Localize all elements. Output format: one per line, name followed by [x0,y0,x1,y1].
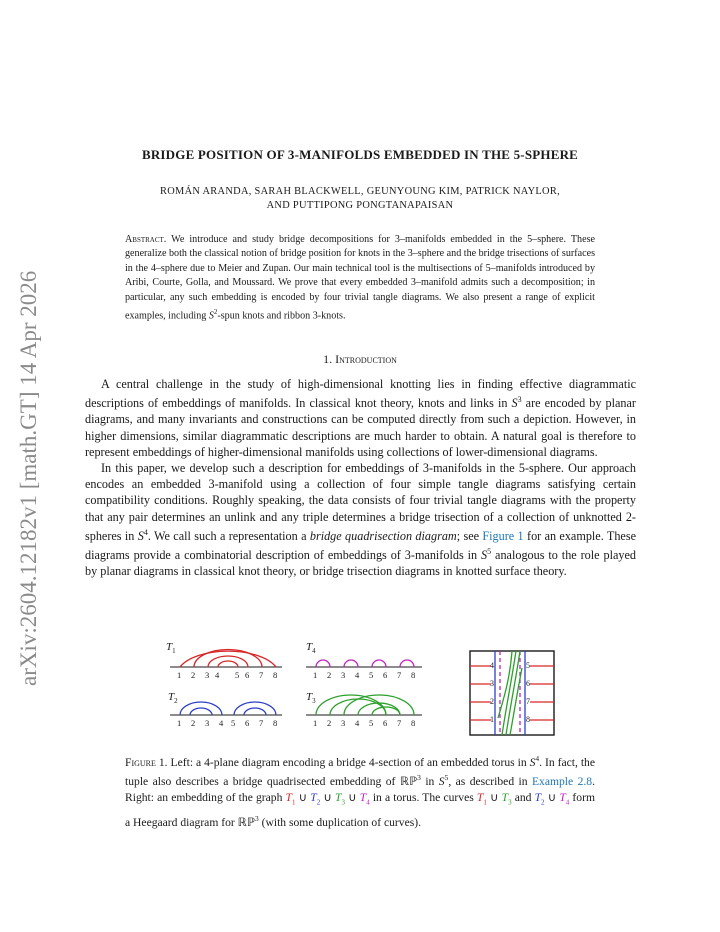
section-number: 1. [323,352,333,366]
tangle-t2 [168,691,282,728]
t4-ticks [313,670,415,680]
tangle-t4 [306,641,422,680]
t1-tick-5: 5 [235,670,240,680]
t1-label: $T_1$ [166,641,176,655]
caption-pair2-colored: $T_2$ ∪ $T_4$ [534,790,570,807]
t2-arcs [180,702,276,715]
abstract [125,233,595,324]
t1-tick-7: 7 [259,670,264,680]
p2-term: bridge quadrisection diagram [309,528,457,543]
t3-label: $T_3$ [306,691,316,705]
t3-ticks [313,718,415,728]
t4-tick-4: 4 [355,670,360,680]
caption-s4-sup: 4 [535,754,540,763]
caption-rp3b-sup: 3 [254,813,259,823]
t1-arc-innermost [218,661,238,667]
torus-num-3: 3 [490,679,494,688]
p2-text-d: for an example. These diagrams provide a combinatorial description of embeddings of 3-manifolds in [85,528,636,563]
t4-tick-7: 7 [397,670,402,680]
caption-pair1-colored: $T_1$ ∪ $T_3$ [476,790,512,807]
t4-arc-4 [400,660,414,667]
t4-tick-3: 3 [341,670,346,680]
tangle-t1 [166,641,282,680]
caption-text-c: in [420,775,439,789]
figure-1 [160,638,560,738]
torus-diagram [470,651,554,735]
paragraph-1 [85,376,636,460]
t2-arc-2-inner [244,708,266,715]
paper-title: BRIDGE POSITION OF 3-MANIFOLDS EMBEDDED IN THE 5-SPHERE [141,147,579,162]
torus-num-1: 1 [490,715,494,724]
t2-tick-3: 3 [205,718,210,728]
caption-rp3b: ℝℙ [237,815,255,829]
caption-s5-sup: 5 [444,773,449,783]
t4-arc-3 [372,660,386,667]
t4-label: $T_4$ [306,641,316,655]
figure-1-caption [125,751,595,830]
t3-tick-7: 7 [397,718,402,728]
caption-rp3-sup: 3 [417,773,421,783]
torus-num-8: 8 [526,715,530,724]
t3-tick-2: 2 [327,718,332,728]
p1-text-a: A central challenge in the study of high-dimensional knotting lies in finding effective diagrammatic descriptions of embeddings of manifolds. In classical knot theory, knots and links in [85,377,636,411]
caption-text-h: form a Heegaard diagram for [125,790,595,829]
t4-tick-1: 1 [313,670,318,680]
figure-1-link[interactable]: Figure 1 [482,528,524,543]
abstract-text-2: -spun knots and ribbon 3-knots. [217,310,346,322]
t1-arc-middle [194,649,262,667]
t2-ticks [177,718,277,728]
section-heading [60,352,660,367]
t3-tick-8: 8 [411,718,416,728]
t4-tick-2: 2 [327,670,332,680]
example-2-8-link[interactable]: Example 2.8 [531,775,593,789]
p1-s3: S [511,396,518,411]
t2-tick-8: 8 [273,718,278,728]
t3-tick-6: 6 [383,718,388,728]
t1-ticks [177,670,277,680]
t3-tick-1: 1 [313,718,318,728]
t2-tick-2: 2 [191,718,196,728]
p2-s4: S [137,528,144,543]
t2-label: $T_2$ [168,691,178,705]
abstract-text-1: We introduce and study bridge decompositions for 3–manifolds embedded in the 5–sphere. These generalize both the classical notion of bridge position for knots in the 3–sphere and the bridge trisections of surfaces in the 4–sphere due to Meier and Zupan. Our main technical tool is the multisections of 5–manifolds introduced by Aribi, Courte, Golla, and Moussard. We prove that every embedded 3–manifold admits such a decomposition; in particular, any such embedding is encoded by four trivial tangle diagrams. We also present a range of explicit examples, including [125,234,595,322]
t4-arc-1 [316,660,330,667]
p2-text-e: analogous to the role played by planar diagrams in classical knot theory, or bridge trisection diagrams in knotted surface theory. [85,548,636,579]
p1-s3-sup: 3 [517,395,522,405]
t1-tick-2: 2 [191,670,196,680]
tangle-t3 [306,691,422,728]
p2-text-a: In this paper, we develop such a description for embeddings of 3-manifolds in the 5-sphere. Our approach encodes an embedded 3-manifold using a collection of four simple tangle diagrams satisfying certain compatibility conditions. Roughly speaking, the data consists of four trivial tangle diagrams with the property that any pair determines an unlink and any triple determines a bridge trisection of a collection of unknotted 2-spheres in [85,461,636,543]
p2-text-c: ; see [456,528,483,543]
t4-arc-2 [344,660,358,667]
t3-tick-4: 4 [355,718,360,728]
t4-arcs [316,660,414,667]
author-line-2: AND PUTTIPONG PONGTANAPAISAN [266,200,454,211]
p1-text-b: are encoded by planar diagrams, and many invariants and constructions can be computed directly from such a depiction. However, in higher dimensions, similar diagrammatic descriptions are much harder to obtain. A natural goal is therefore to represent embeddings of higher-dimensional manifolds using collections of lower-dimensional diagrams. [85,396,636,459]
caption-text-b: . In fact, the tuple also describes a bridge quadrisected embedding of [125,755,596,789]
t2-tick-6: 6 [245,718,250,728]
caption-text-g: and [511,790,535,804]
p2-s4-sup: 4 [143,527,148,537]
caption-text-d: , as described in [448,775,532,789]
t3-tick-5: 5 [369,718,374,728]
t2-arc-1-inner [190,708,212,715]
caption-rp3: ℝℙ [399,775,418,789]
abstract-s2: S [208,310,214,322]
arxiv-stamp [6,250,46,690]
t4-tick-8: 8 [411,670,416,680]
torus-num-6: 6 [526,679,530,688]
p2-s5-sup: 5 [487,547,492,557]
t2-tick-5: 5 [231,718,236,728]
t2-tick-1: 1 [177,718,182,728]
t1-arcs [180,649,276,667]
p2-s5: S [481,548,488,563]
arxiv-identifier: arXiv:2604.12182v1 [math.GT] 14 Apr 2026 [16,270,41,686]
caption-text-e: . Right: an embedding of the graph [125,775,595,804]
t3-arc-1 [316,695,386,715]
caption-text-i: (with some duplication of curves). [258,815,421,829]
paragraph-2 [85,460,636,580]
caption-s4: S [529,755,536,769]
author-line-1: ROMÁN ARANDA, SARAH BLACKWELL, GEUNYOUNG KIM, PATRICK NAYLOR, [160,186,560,197]
torus-num-7: 7 [526,697,530,706]
t1-tick-6: 6 [245,670,250,680]
torus-num-4: 4 [490,661,494,670]
t4-tick-5: 5 [369,670,374,680]
t4-tick-6: 6 [383,670,388,680]
t2-tick-7: 7 [259,718,264,728]
torus-num-5: 5 [526,661,530,670]
t3-arcs [316,695,414,715]
t1-tick-4: 4 [215,670,220,680]
caption-s5: S [438,775,445,789]
t1-tick-3: 3 [205,670,210,680]
t2-tick-4: 4 [219,718,224,728]
author-list [90,185,630,213]
abstract-label: Abstract. [125,234,167,245]
caption-text-a: Left: a 4-plane diagram encoding a bridge 4-section of an embedded torus in [167,755,530,769]
caption-text-f: in a torus. The curves [369,790,477,804]
caption-union-colored: $T_1$ ∪ $T_2$ ∪ $T_3$ ∪ $T_4$ [285,790,370,807]
t1-tick-1: 1 [177,670,182,680]
caption-label: Figure 1. [125,755,168,769]
body-text [85,376,636,580]
torus-num-2: 2 [490,697,494,706]
t3-tick-3: 3 [341,718,346,728]
abstract-s2-sup: 2 [213,308,218,317]
section-title: Introduction [335,352,397,366]
p2-text-b: . We call such a representation a [147,528,310,543]
t1-tick-8: 8 [273,670,278,680]
